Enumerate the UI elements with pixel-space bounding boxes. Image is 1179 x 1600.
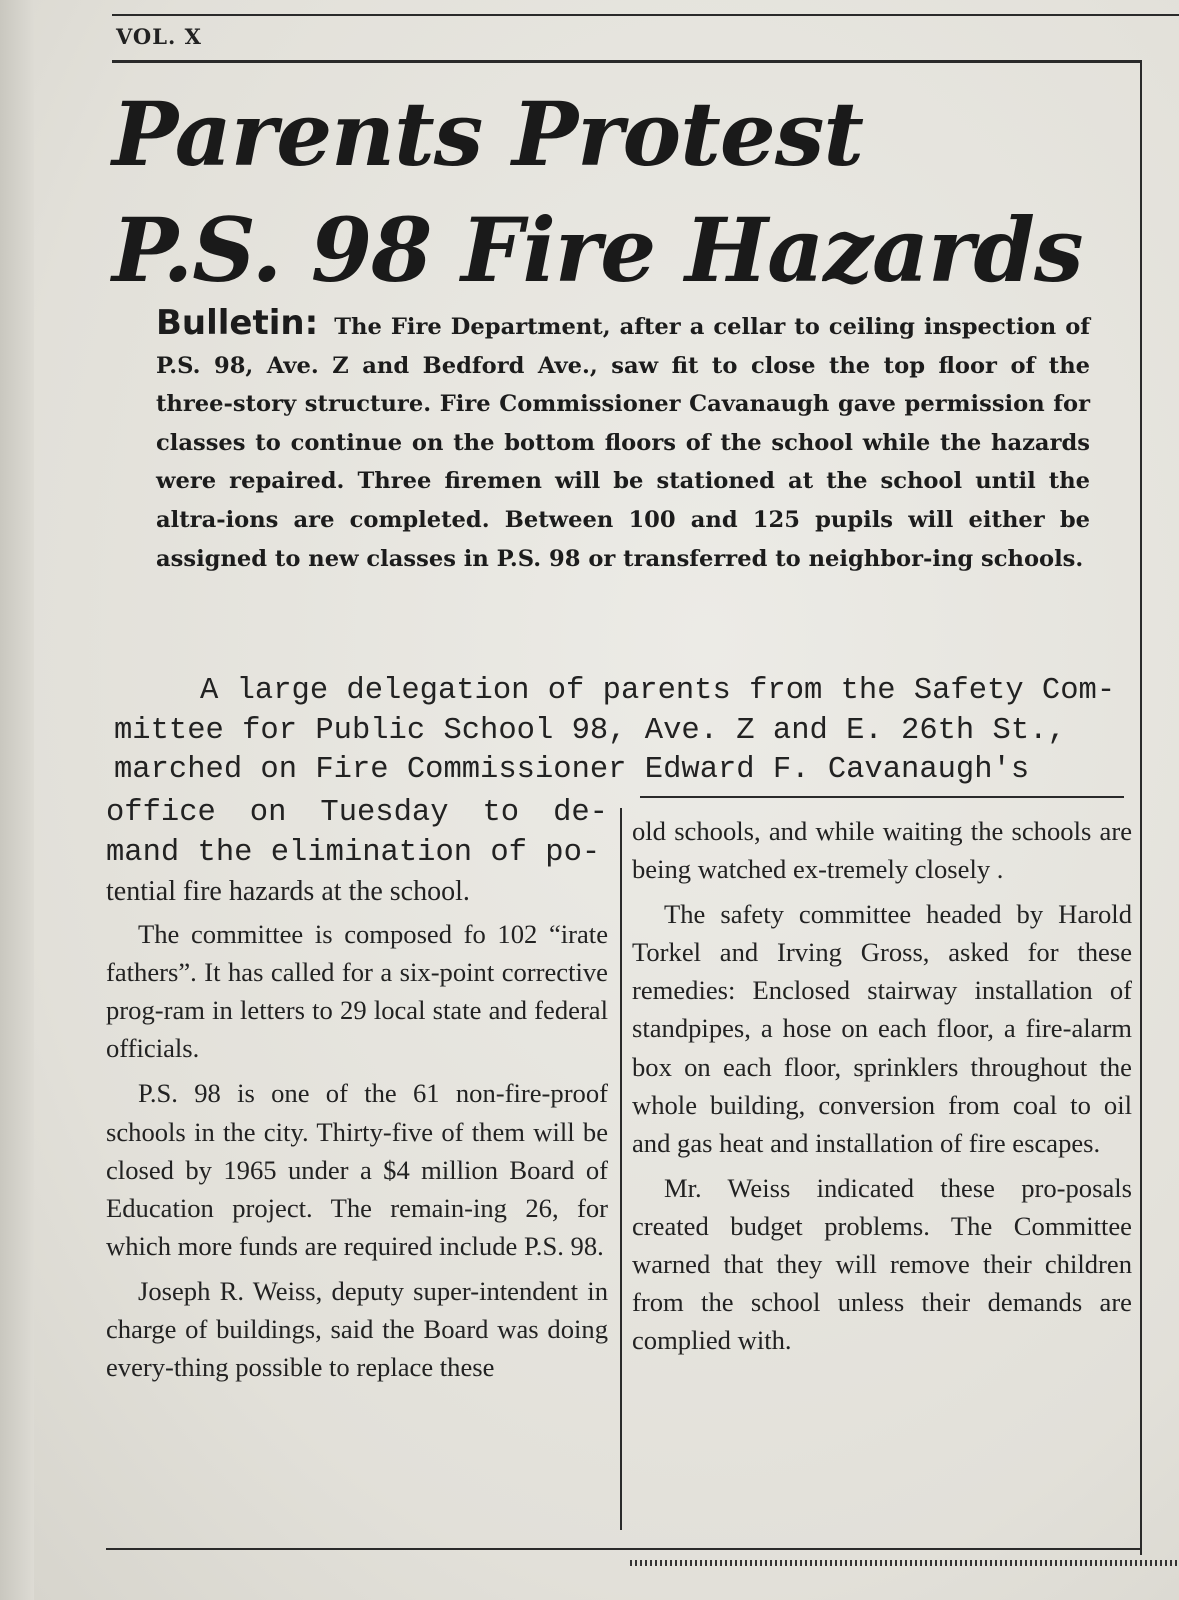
lead-paragraph	[114, 672, 1130, 791]
article-paragraph: The safety committee headed by Harold Torkel and Irving Gross, asked for these remedies: Enclosed stairway installation of standpipes, a hose on each floor, a fire-alarm box on each floor, sprinklers throughout the whole building, conversion from coal to oil and gas heat and installation of fire escapes.	[632, 899, 1132, 1158]
bulletin-label: Bulletin:	[156, 303, 319, 343]
left-column	[106, 794, 608, 1393]
lead-line: marched on Fire Commissioner Edward F. Cavanaugh's	[114, 753, 1030, 787]
article-paragraph: The committee is composed fo 102 “irate fathers”. It has called for a six-point corrective prog-ram in letters to 29 local state and federal officials.	[106, 919, 608, 1064]
column-top-rule	[640, 796, 1124, 798]
lead-line: A large delegation of parents from the Safety Com-	[200, 674, 1116, 708]
lead-cont-line: office on Tuesday to de-	[106, 796, 608, 830]
article-paragraph: Mr. Weiss indicated these pro-posals created budget problems. The Committee warned that they will remove their children from the school unless their demands are complied with.	[632, 1172, 1132, 1356]
headline-line-1: Parents Protest	[112, 82, 864, 186]
masthead-rule	[112, 60, 1142, 63]
headline-line-2: P.S. 98 Fire Hazards	[112, 198, 1083, 302]
column-divider	[620, 808, 622, 1530]
bulletin-text: The Fire Department, after a cellar to ceiling inspection of P.S. 98, Ave. Z and Bedford Ave., saw fit to close the top floor of the three-story structure. Fire Commissioner Cavanaugh gave permission for classes to continue on the bottom floors of the school while the hazards were repaired. Three firemen will be stationed at the school until the altra-ions are completed. Between 100 and 125 pupils will either be assigned to new classes in P.S. 98 or transferred to neighbor-ing schools.	[156, 314, 1090, 572]
lead-cont-line: mand the elimination of po-	[106, 835, 601, 870]
article-paragraph: old schools, and while waiting the schools are being watched ex-tremely closely .	[632, 816, 1132, 885]
lead-cont-line: tential fire hazards at the school.	[106, 876, 470, 907]
article-paragraph: Joseph R. Weiss, deputy super-intendent in charge of buildings, said the Board was doing every-thing possible to replace these	[106, 1275, 608, 1383]
bottom-rule	[106, 1548, 1142, 1550]
lead-line: mittee for Public School 98, Ave. Z and E. 26th St.,	[114, 713, 1066, 748]
volume-label: VOL. X	[116, 24, 202, 49]
bottom-dotted-rule	[630, 1560, 1179, 1566]
top-rule	[112, 14, 1179, 16]
bulletin-box	[156, 304, 1090, 578]
right-border-rule	[1140, 60, 1142, 1555]
lead-continuation	[106, 794, 608, 873]
page-edge-shadow	[0, 0, 34, 1600]
article-paragraph: P.S. 98 is one of the 61 non-fire-proof schools in the city. Thirty-five of them will be closed by 1965 under a $4 million Board of Education project. The remain-ing 26, for which more funds are required include P.S. 98.	[106, 1078, 608, 1261]
right-column	[632, 812, 1132, 1366]
